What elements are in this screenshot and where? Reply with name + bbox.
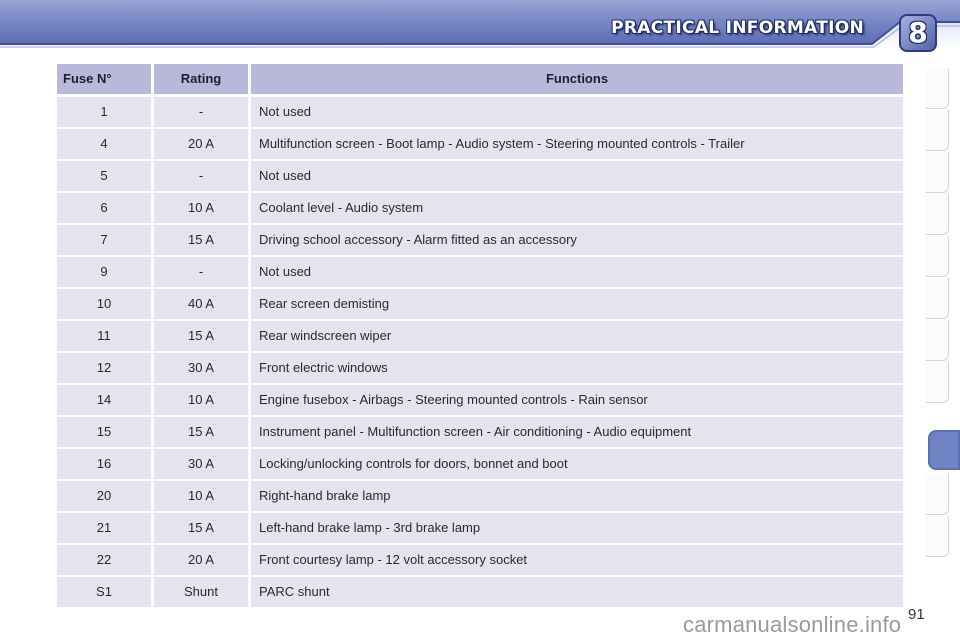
fuse-functions: Rear windscreen wiper — [251, 321, 903, 351]
fuse-number: 21 — [57, 513, 151, 543]
fuse-functions: Driving school accessory - Alarm fitted as an accessory — [251, 225, 903, 255]
section-title: PRACTICAL INFORMATION — [611, 18, 864, 38]
index-tab[interactable] — [926, 68, 949, 109]
fuse-number: 5 — [57, 161, 151, 191]
fuse-number: 22 — [57, 545, 151, 575]
fuse-number: 16 — [57, 449, 151, 479]
column-header-fuse: Fuse N° — [57, 64, 151, 94]
index-tab[interactable] — [926, 278, 949, 319]
index-tab-active[interactable] — [928, 430, 960, 470]
watermark: carmanualsonline.info — [683, 612, 902, 637]
fuse-rating: 30 A — [154, 449, 248, 479]
fuse-rating: 30 A — [154, 353, 248, 383]
page-number: 91 — [908, 606, 925, 623]
fuse-functions: Not used — [251, 97, 903, 127]
index-tab[interactable] — [926, 194, 949, 235]
fuse-rating: - — [154, 257, 248, 287]
fuse-functions: PARC shunt — [251, 577, 903, 607]
fuse-number: 6 — [57, 193, 151, 223]
fuse-functions: Multifunction screen - Boot lamp - Audio system - Steering mounted controls - Trailer — [251, 129, 903, 159]
fuse-number: 14 — [57, 385, 151, 415]
index-tab[interactable] — [926, 474, 949, 515]
fuse-rating: 15 A — [154, 321, 248, 351]
fuse-functions: Coolant level - Audio system — [251, 193, 903, 223]
chapter-number: 8 — [908, 16, 928, 49]
index-tab[interactable] — [926, 516, 949, 557]
fuse-number: 4 — [57, 129, 151, 159]
fuse-number: S1 — [57, 577, 151, 607]
fuse-number: 20 — [57, 481, 151, 511]
fuse-rating: - — [154, 97, 248, 127]
fuse-functions: Not used — [251, 161, 903, 191]
fuse-rating: 10 A — [154, 481, 248, 511]
fuse-rating: 10 A — [154, 193, 248, 223]
fuse-rating: 15 A — [154, 513, 248, 543]
fuse-functions: Front courtesy lamp - 12 volt accessory socket — [251, 545, 903, 575]
fuse-functions: Left-hand brake lamp - 3rd brake lamp — [251, 513, 903, 543]
index-tab[interactable] — [926, 110, 949, 151]
index-tab[interactable] — [926, 362, 949, 403]
fuse-number: 15 — [57, 417, 151, 447]
fuse-rating: 40 A — [154, 289, 248, 319]
fuse-number: 10 — [57, 289, 151, 319]
fuse-functions: Locking/unlocking controls for doors, bonnet and boot — [251, 449, 903, 479]
fuse-functions: Engine fusebox - Airbags - Steering mounted controls - Rain sensor — [251, 385, 903, 415]
fuse-rating: 20 A — [154, 545, 248, 575]
column-header-rating: Rating — [154, 64, 248, 94]
fuse-functions: Right-hand brake lamp — [251, 481, 903, 511]
fuse-rating: Shunt — [154, 577, 248, 607]
fuse-rating: 15 A — [154, 417, 248, 447]
fuse-functions: Not used — [251, 257, 903, 287]
fuse-rating: 20 A — [154, 129, 248, 159]
fuse-rating: 10 A — [154, 385, 248, 415]
fuse-number: 9 — [57, 257, 151, 287]
fuse-functions: Rear screen demisting — [251, 289, 903, 319]
fuse-rating: 15 A — [154, 225, 248, 255]
index-tab[interactable] — [926, 236, 949, 277]
index-tab[interactable] — [926, 320, 949, 361]
fuse-number: 11 — [57, 321, 151, 351]
chapter-index-strip — [926, 68, 948, 574]
fuse-functions: Front electric windows — [251, 353, 903, 383]
column-header-functions: Functions — [251, 64, 903, 94]
fuse-number: 7 — [57, 225, 151, 255]
fuse-functions: Instrument panel - Multifunction screen - Air conditioning - Audio equipment — [251, 417, 903, 447]
index-tab[interactable] — [926, 152, 949, 193]
fuse-rating: - — [154, 161, 248, 191]
fuse-number: 12 — [57, 353, 151, 383]
fuse-number: 1 — [57, 97, 151, 127]
